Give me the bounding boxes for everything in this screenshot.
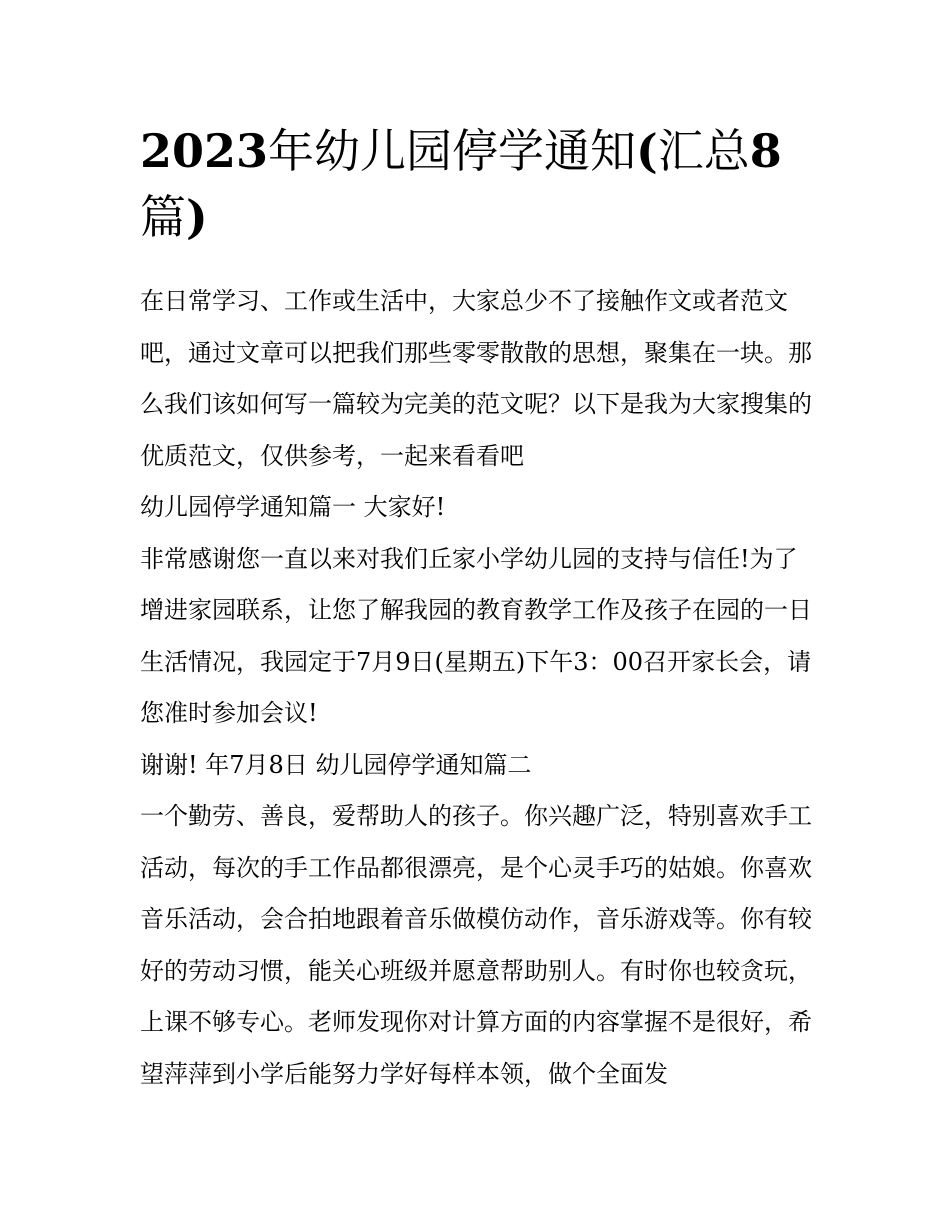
title-paren-open: ( — [636, 124, 658, 178]
paragraph-intro: 在日常学习、工作或生活中，大家总少不了接触作文或者范文吧，通过文章可以把我们那些零零散散的思想，聚集在一块。那么我们该如何写一篇较为完美的范文呢？以下是我为大家搜集的优质范文，仅供参考，一起来看看吧 — [140, 287, 812, 470]
paragraph-notice-2-body: 一个勤劳、善良，爱帮助人的孩子。你兴趣广泛，特别喜欢手工活动，每次的手工作品都很漂亮，是个心灵手巧的姑娘。你喜欢音乐活动，会合拍地跟着音乐做模仿动作，音乐游戏等。你有较好的劳动习惯，能关心班级并愿意帮助别人。有时你也较贪玩，上课不够专心。老师发现你对计算方面的内容掌握不是很好，希望萍萍到小学后能努力学好每样本领，做个全面发 — [140, 802, 812, 1088]
title-summary: 汇总 — [657, 124, 750, 178]
document-body — [140, 276, 820, 1100]
title-count: 8 — [749, 124, 782, 178]
paragraph-notice-1-heading: 幼儿园停学通知篇一 大家好! — [140, 493, 446, 521]
title-main: 年幼儿园停学通知 — [268, 124, 637, 178]
title-year: 2023 — [140, 124, 269, 178]
title-pian: 篇 — [140, 190, 186, 244]
title-paren-close: ) — [186, 190, 208, 244]
document-title — [140, 118, 820, 250]
paragraph-notice-2-heading: 谢谢! 年7月8日 幼儿园停学通知篇二 — [140, 750, 532, 779]
paragraph-notice-1-body: 非常感谢您一直以来对我们丘家小学幼儿园的支持与信任!为了增进家园联系，让您了解我园的教育教学工作及孩子在园的一日生活情况，我园定于7月9日(星期五)下午3：00召开家长会，请您准时参加会议! — [140, 544, 812, 727]
